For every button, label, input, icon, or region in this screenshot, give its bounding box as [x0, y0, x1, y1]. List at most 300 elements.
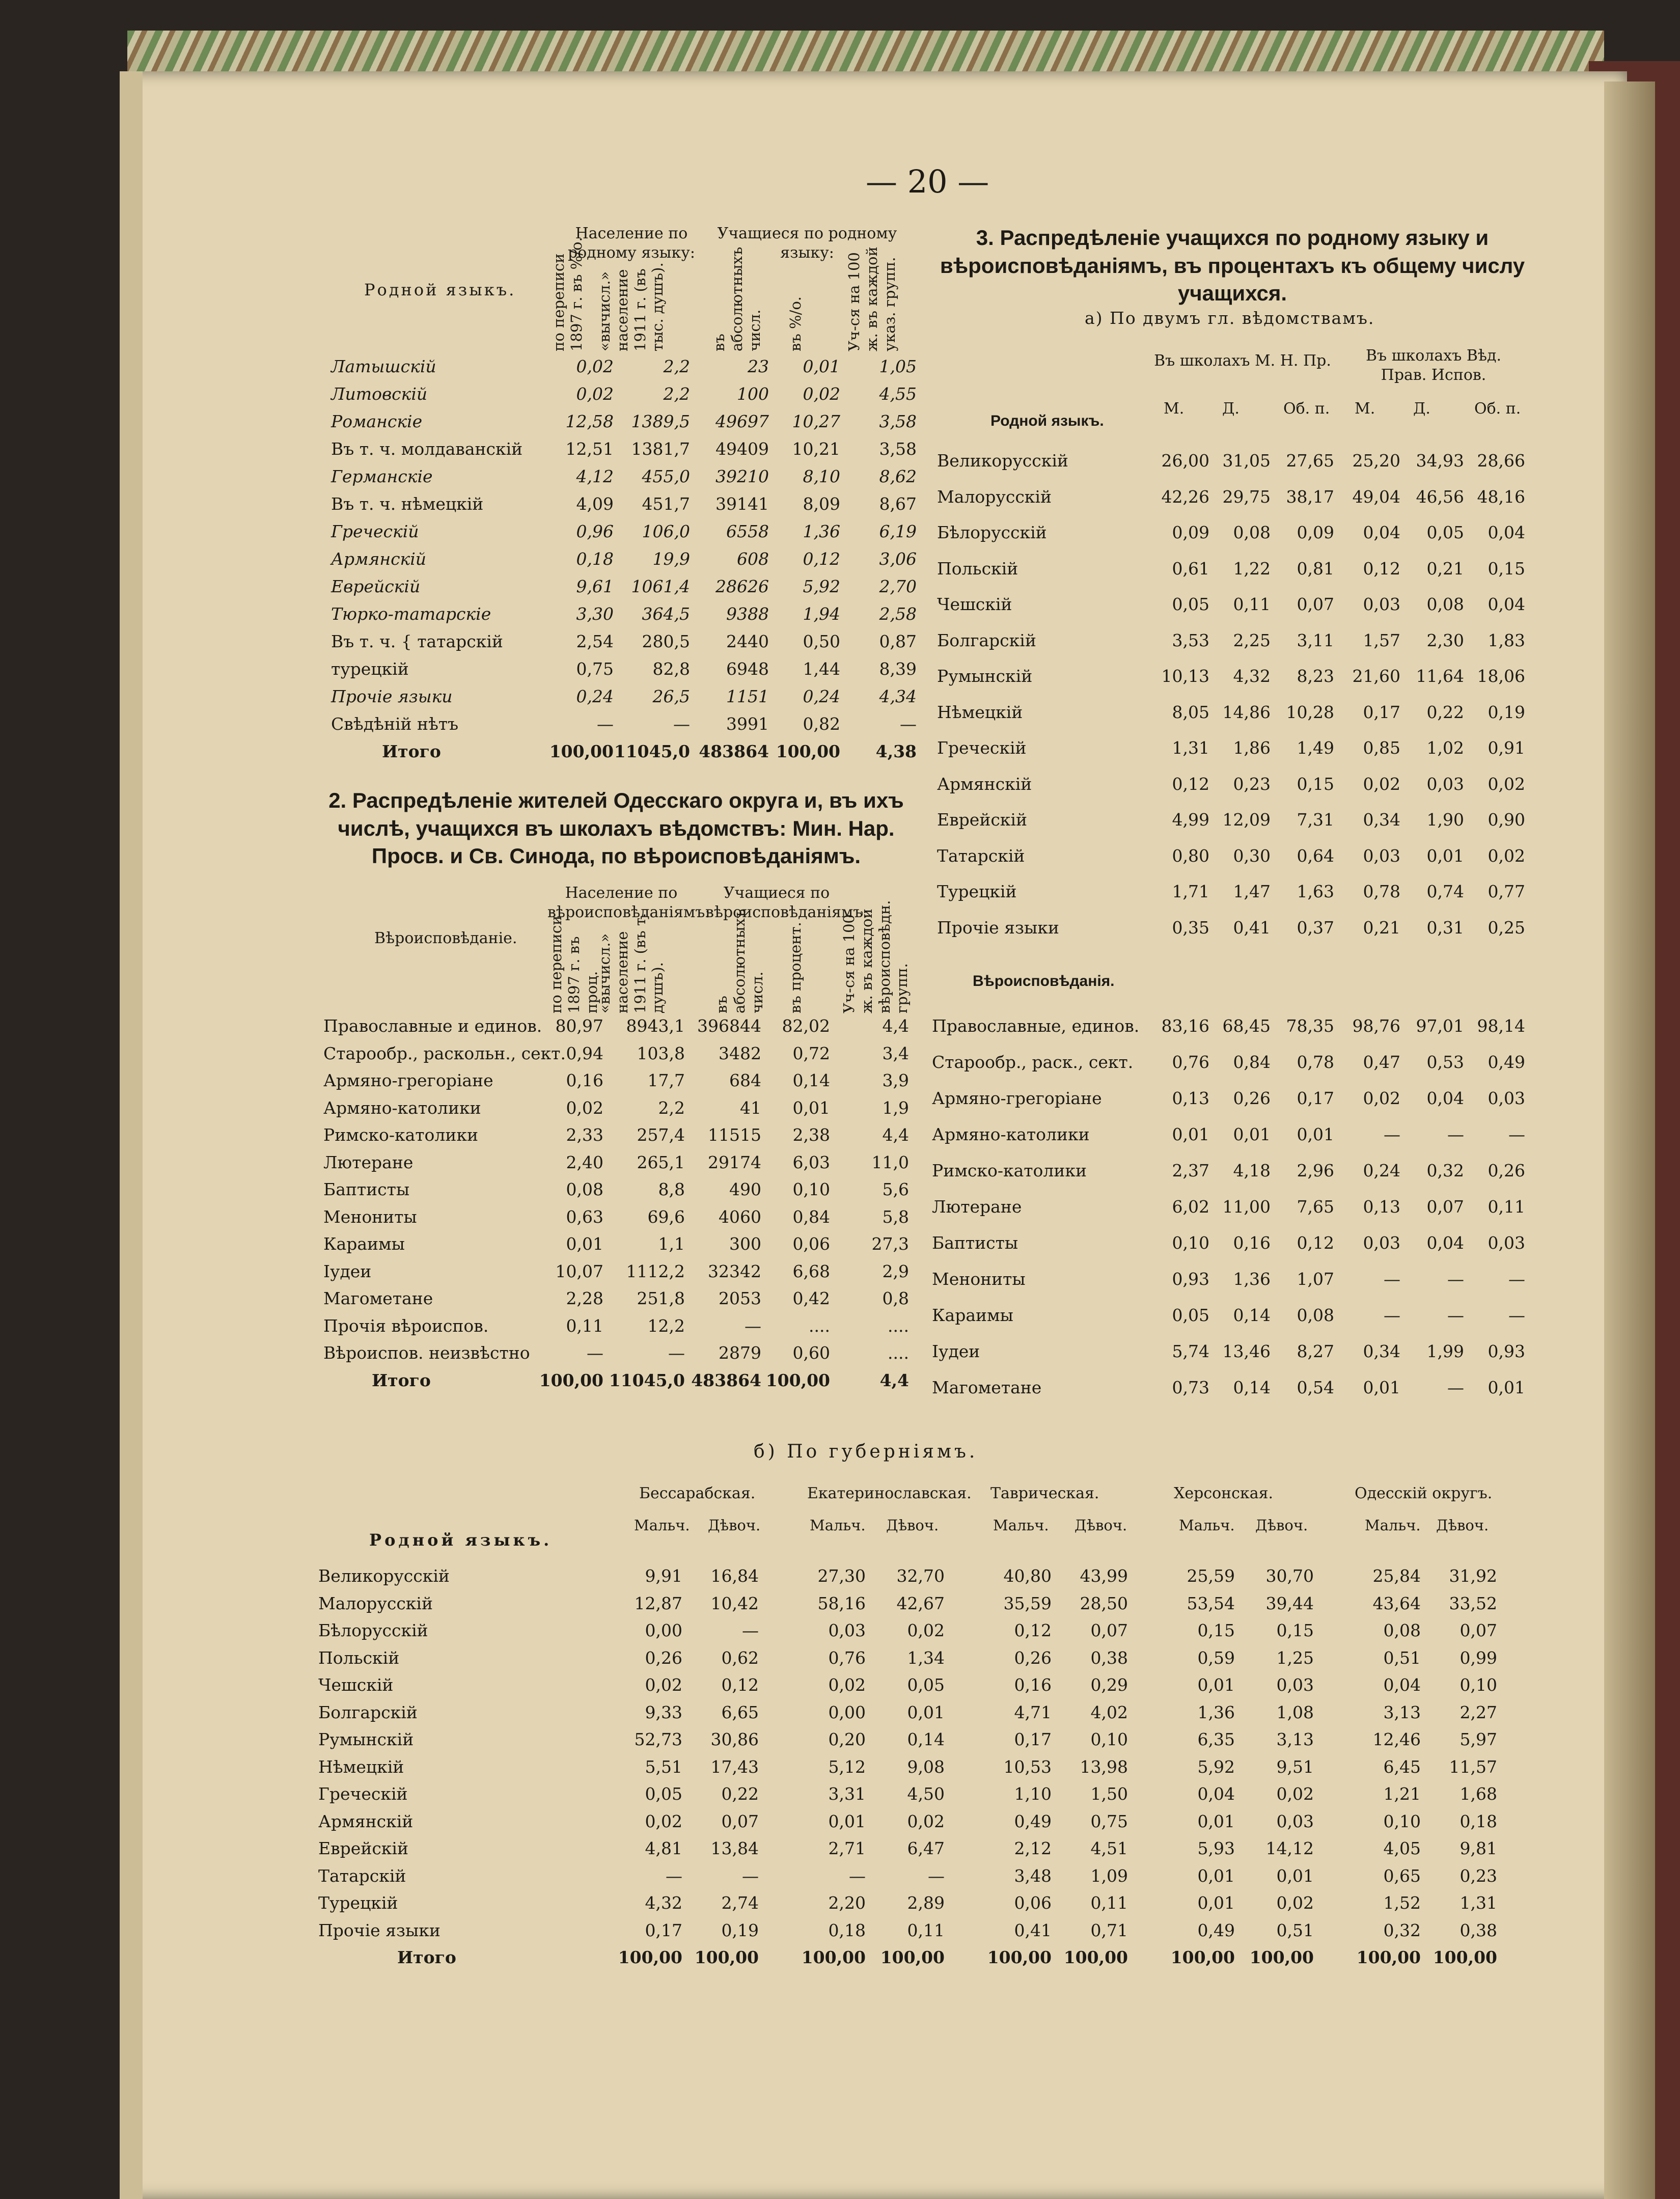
t4-col-head: Дѣвоч.: [708, 1517, 761, 1534]
t1-row-cell: 3991: [726, 714, 769, 734]
t4-row-label: Нѣмецкій: [318, 1756, 404, 1777]
t3-lang-row-label: Еврейскій: [937, 810, 1027, 830]
t3-subtitle: а) По двумъ гл. вѣдомствамъ.: [1085, 308, 1375, 328]
t4-row-cell: 0,01: [1197, 1865, 1235, 1886]
t3-rel-row-cell: 98,14: [1477, 1016, 1525, 1036]
t1-row: [331, 574, 917, 599]
t4-row: [318, 1863, 1497, 1889]
t2-row: [323, 1122, 909, 1148]
t1-row-header: Родной языкъ.: [364, 280, 516, 299]
t3-rel-row-cell: 0,01: [1488, 1378, 1525, 1397]
t3-rel-row: [932, 1013, 1525, 1039]
t4-row-cell: 0,07: [1090, 1620, 1128, 1640]
t2-row-cell: 8943,1: [626, 1016, 685, 1036]
t2-row-cell: 80,97: [555, 1016, 603, 1036]
t3-rel-row-cell: 0,01: [1297, 1124, 1334, 1144]
t1-row-cell: —: [673, 714, 690, 734]
t3-rel-row-cell: 7,65: [1297, 1197, 1334, 1217]
t2-row-label: Армяно-католики: [323, 1097, 481, 1118]
t2-row: [323, 1204, 909, 1230]
t3-rel-row-cell: —: [1508, 1269, 1525, 1289]
t2-row-cell: 1112,2: [626, 1261, 685, 1281]
t4-row-cell: 0,22: [721, 1784, 759, 1804]
t3-lang-row-cell: 0,01: [1426, 845, 1464, 866]
t2-group-pupils: Учащиеся по вѣроисповѣданіямъ:: [705, 884, 868, 921]
t3-lang-row-cell: 34,93: [1416, 451, 1464, 471]
t2-row-label: Римско-католики: [323, 1125, 478, 1145]
t4-row-cell: 0,12: [1014, 1620, 1052, 1640]
t2-row-cell: 2,9: [882, 1261, 909, 1281]
t3-rel-row-cell: 0,08: [1297, 1305, 1334, 1325]
t4-row-cell: 25,84: [1372, 1566, 1421, 1586]
t2-row-cell: 5,8: [882, 1206, 909, 1227]
page-gutter: [1604, 81, 1655, 2199]
t3-rel-row-cell: 0,01: [1363, 1378, 1400, 1397]
t4-row-cell: 6,65: [721, 1702, 759, 1722]
t2-row-cell: 4,4: [882, 1016, 909, 1036]
t4-row-cell: 0,07: [721, 1811, 759, 1831]
t3-rel-row-cell: 0,14: [1233, 1378, 1271, 1397]
t3-lang-row-label: Болгарскій: [937, 630, 1036, 650]
t4-row-cell: 2,20: [828, 1893, 866, 1913]
t3-lang-row-cell: 49,04: [1352, 486, 1400, 507]
t1-row-cell: 2,58: [879, 604, 917, 624]
t3-lang-row-cell: 28,66: [1477, 451, 1525, 471]
t4-row-cell: 4,05: [1383, 1838, 1421, 1858]
t4-row-cell: —: [928, 1865, 945, 1886]
t1-row-cell: 4,34: [879, 686, 917, 706]
t4-row-cell: 100,00: [1170, 1947, 1235, 1967]
t4-row: [318, 1672, 1497, 1698]
t1-row-cell: 39210: [715, 466, 769, 486]
t3-lang-row-cell: 2,30: [1426, 630, 1464, 650]
t2-row-cell: ....: [888, 1315, 909, 1336]
t4-row-cell: 0,49: [1197, 1920, 1235, 1940]
t4-row: [318, 1754, 1497, 1780]
t4-row-cell: 100,00: [1356, 1947, 1421, 1967]
t3-lang-row-cell: 0,77: [1488, 882, 1525, 901]
t3-lang-row-cell: 1,49: [1297, 738, 1334, 758]
t1-row-cell: 11045,0: [614, 741, 690, 761]
t3-lang-row: [937, 879, 1525, 904]
t1-row-label: Тюрко-татарскіе: [331, 604, 491, 624]
t3-rel-row-cell: —: [1384, 1124, 1400, 1144]
t4-row-cell: 1,31: [1459, 1893, 1497, 1913]
t4-row-cell: 5,97: [1459, 1729, 1497, 1749]
t2-row: [323, 1068, 909, 1093]
t3-col-head: М.: [1164, 400, 1185, 418]
t3-lang-row-cell: 0,11: [1233, 594, 1271, 614]
t3-col-head: М.: [1355, 400, 1375, 418]
t4-col-head: Мальч.: [1365, 1517, 1421, 1534]
t4-row: [318, 1809, 1497, 1834]
t3-rel-row-cell: 0,05: [1172, 1305, 1209, 1325]
t3-rel-row-cell: 0,49: [1488, 1052, 1525, 1072]
t4-row-cell: 25,59: [1187, 1566, 1235, 1586]
t1-row-cell: 364,5: [642, 604, 690, 624]
t3-rel-row-cell: —: [1447, 1124, 1464, 1144]
t2-row-cell: 0,72: [792, 1043, 830, 1063]
t4-row-cell: 1,21: [1383, 1784, 1421, 1804]
t4-row-cell: 40,80: [1003, 1566, 1052, 1586]
t4-row-cell: 0,01: [828, 1811, 866, 1831]
t4-row-cell: 4,71: [1014, 1702, 1052, 1722]
t4-row-label: Чешскій: [318, 1675, 394, 1695]
t1-row-label: Прочіе языки: [331, 686, 453, 706]
t4-row-cell: 0,18: [1459, 1811, 1497, 1831]
t3-rel-row-cell: 0,04: [1426, 1233, 1464, 1253]
t1-row-cell: 8,62: [879, 466, 917, 486]
t3-lang-row-cell: 10,28: [1286, 702, 1334, 722]
t4-row-cell: 0,06: [1014, 1893, 1052, 1913]
t4-group-head: Херсонская.: [1174, 1485, 1274, 1502]
t4-col-head: Мальч.: [993, 1517, 1049, 1534]
t1-row-cell: 3,30: [576, 604, 614, 624]
t2-row-cell: 0,14: [792, 1070, 830, 1090]
t2-row-cell: 0,02: [566, 1097, 603, 1118]
t2-row: [323, 1313, 909, 1339]
t4-row-cell: 0,00: [645, 1620, 682, 1640]
t4-row-cell: 4,81: [645, 1838, 682, 1858]
t4-row-header: Родной языкъ.: [369, 1530, 553, 1550]
t3-rel-row-cell: 0,03: [1488, 1088, 1525, 1108]
t4-row-cell: 100,00: [1249, 1947, 1314, 1967]
t1-row-cell: 0,82: [803, 714, 840, 734]
t4-row-cell: 0,12: [721, 1675, 759, 1695]
t1-row-cell: 4,38: [875, 741, 917, 761]
t3-lang-row: [937, 843, 1525, 869]
t3-lang-row-cell: 1,63: [1297, 882, 1334, 901]
t4-row-label: Польскій: [318, 1647, 400, 1668]
t4-row-cell: 0,18: [828, 1920, 866, 1940]
t3-rel-row-cell: 0,17: [1297, 1088, 1334, 1108]
t4-row-cell: 13,84: [710, 1838, 759, 1858]
t1-row: [331, 381, 917, 407]
t3-lang-row-cell: 0,80: [1172, 845, 1209, 866]
t1-row-cell: 4,55: [879, 384, 917, 404]
t2-row-cell: 483864: [691, 1370, 761, 1390]
t3-lang-row-cell: 18,06: [1477, 666, 1525, 686]
t1-row-cell: 2,2: [663, 356, 690, 376]
t1-row-label: Въ т. ч. молдаванскій: [331, 439, 523, 459]
t3-rel-row-cell: 2,37: [1172, 1161, 1209, 1180]
t4-row-cell: 5,93: [1197, 1838, 1235, 1858]
t4-row-cell: 17,43: [710, 1756, 759, 1777]
t3-lang-row-label: Армянскій: [937, 774, 1032, 794]
t1-row-cell: —: [597, 714, 614, 734]
t2-row-cell: 3482: [719, 1043, 761, 1063]
t4-row: [318, 1890, 1497, 1916]
t3-lang-row: [937, 448, 1525, 474]
t1-row-cell: 1389,5: [631, 411, 690, 431]
t3-rel-row-label: Баптисты: [932, 1233, 1018, 1253]
t3-lang-row-label: Турецкій: [937, 882, 1017, 901]
t3-lang-row-cell: 1,02: [1426, 738, 1464, 758]
t3-lang-row-cell: 0,21: [1426, 558, 1464, 579]
t4-row-label: Великорусскій: [318, 1566, 450, 1586]
t4-row: [318, 1836, 1497, 1861]
t1-row-cell: 483864: [699, 741, 769, 761]
t4-row-cell: 100,00: [1063, 1947, 1128, 1967]
t3-lang-row-cell: 8,05: [1172, 702, 1209, 722]
t1-row-label: Литовскій: [331, 384, 428, 404]
t4-row-cell: 2,89: [907, 1893, 945, 1913]
t2-row-cell: 2,33: [566, 1125, 603, 1145]
t2-row-cell: 1,1: [658, 1234, 685, 1254]
t2-row-cell: 0,60: [792, 1343, 830, 1363]
t2-col-head: «вычисл.» население 1911 г. (въ т. душъ).: [596, 913, 667, 1013]
t1-row-cell: 0,87: [879, 631, 917, 651]
t2-row-label: Православные и единов.: [323, 1016, 542, 1036]
t1-row: [331, 656, 917, 682]
t2-row-cell: 69,6: [647, 1206, 685, 1227]
t1-row-cell: 3,06: [879, 549, 917, 569]
t2-row: [323, 1231, 909, 1257]
t3-lang-row-cell: 0,41: [1233, 917, 1271, 938]
t4-row: [318, 1945, 1497, 1970]
t1-col-head: «вычисл.» население 1911 г. (въ тыс. душъ).: [596, 262, 667, 351]
t1-row-cell: 10,27: [792, 411, 840, 431]
t4-row-cell: 0,03: [1276, 1675, 1314, 1695]
t1-row-cell: 6558: [726, 521, 769, 541]
t2-row-cell: 2,2: [658, 1097, 685, 1118]
t3-rel-row-label: Караимы: [932, 1305, 1013, 1325]
t4-row-cell: 14,12: [1265, 1838, 1314, 1858]
t1-row-cell: 8,09: [803, 494, 840, 514]
t2-row-cell: 11515: [708, 1125, 761, 1145]
t1-row: [331, 629, 917, 654]
t4-row-cell: 100,00: [801, 1947, 866, 1967]
t1-row-cell: 10,21: [792, 439, 840, 459]
t4-row-cell: 33,52: [1449, 1593, 1497, 1613]
t3-rel-row-cell: 1,36: [1233, 1269, 1271, 1289]
t3-lang-row-cell: 0,12: [1172, 774, 1209, 794]
t3-lang-row-cell: 46,56: [1416, 486, 1464, 507]
t2-row-cell: 0,8: [882, 1288, 909, 1308]
t3-lang-row-cell: 0,74: [1426, 882, 1464, 901]
t4-row-cell: 3,13: [1383, 1702, 1421, 1722]
t4-row-cell: 30,86: [710, 1729, 759, 1749]
t3-rel-row: [932, 1194, 1525, 1220]
t1-row-cell: 2,70: [879, 576, 917, 596]
t3-lang-row-cell: 0,90: [1488, 810, 1525, 830]
t3-rel-row-cell: 5,74: [1172, 1341, 1209, 1361]
t3-rel-row-label: Римско-католики: [932, 1161, 1087, 1180]
t3-rel-row-cell: 97,01: [1416, 1016, 1464, 1036]
t3-lang-row-cell: 1,83: [1488, 630, 1525, 650]
t1-row-cell: 455,0: [642, 466, 690, 486]
t2-row-cell: 2879: [719, 1343, 761, 1363]
t3-lang-row-cell: 0,04: [1488, 594, 1525, 614]
t4-row-cell: 0,17: [645, 1920, 682, 1940]
t4-row-cell: 0,02: [1276, 1784, 1314, 1804]
t3-rel-row-cell: —: [1384, 1305, 1400, 1325]
t3-lang-row-cell: 0,09: [1172, 523, 1209, 542]
t3-lang-row-cell: 42,26: [1161, 486, 1209, 507]
t1-row-cell: 3,58: [879, 439, 917, 459]
t4-col-head: Дѣвоч.: [886, 1517, 939, 1534]
t2-row-cell: —: [745, 1315, 761, 1336]
t1-row-cell: 9388: [726, 604, 769, 624]
t2-row: [323, 1041, 909, 1066]
t4-row-cell: 0,03: [1276, 1811, 1314, 1831]
t3-lang-row-cell: 2,25: [1233, 630, 1271, 650]
t3-lang-row-label: Греческій: [937, 738, 1027, 758]
t2-row-cell: 103,8: [637, 1043, 685, 1063]
t4-row-cell: 0,11: [1090, 1893, 1128, 1913]
t4-row-cell: 6,35: [1197, 1729, 1235, 1749]
t4-row-cell: 100,00: [694, 1947, 759, 1967]
t4-row: [318, 1781, 1497, 1807]
t2-row-cell: 11,0: [871, 1152, 909, 1172]
t3-rel-row-cell: 13,46: [1222, 1341, 1271, 1361]
t4-row-cell: 0,15: [1276, 1620, 1314, 1640]
t1-row-cell: 0,12: [803, 549, 840, 569]
t4-row-label: Татарскій: [318, 1865, 406, 1886]
t3-lang-row-cell: 0,21: [1363, 917, 1400, 938]
t2-group-pop: Население по вѣроисповѣданіямъ:: [547, 884, 710, 921]
t3-lang-row-label: Малорусскій: [937, 486, 1052, 507]
t4-row-cell: —: [849, 1865, 866, 1886]
t3-lang-row-cell: 48,16: [1477, 486, 1525, 507]
t4-row-cell: 43,64: [1372, 1593, 1421, 1613]
t1-row-cell: 82,8: [652, 659, 690, 679]
t4-row-label: Армянскій: [318, 1811, 414, 1831]
t1-row-cell: 8,67: [879, 494, 917, 514]
t4-row-cell: 0,59: [1197, 1647, 1235, 1668]
t3-lang-row: [937, 556, 1525, 582]
t3-lang-row-cell: 1,47: [1233, 882, 1271, 901]
t4-row-cell: 30,70: [1265, 1566, 1314, 1586]
t3-rel-row: [932, 1122, 1525, 1147]
t1-row-cell: 28626: [715, 576, 769, 596]
t4-row-cell: 0,51: [1276, 1920, 1314, 1940]
t2-row-cell: 4060: [719, 1206, 761, 1227]
t3-rel-row-cell: 0,78: [1297, 1052, 1334, 1072]
t2-row-cell: 0,01: [566, 1234, 603, 1254]
t1-row-cell: 5,92: [803, 576, 840, 596]
t4-row-cell: 1,50: [1090, 1784, 1128, 1804]
t1-row-cell: 6948: [726, 659, 769, 679]
t3-rel-row-label: Іудеи: [932, 1341, 980, 1361]
t4-row-cell: 58,16: [817, 1593, 866, 1613]
t2-row-cell: 12,2: [647, 1315, 685, 1336]
t2-row: [323, 1259, 909, 1284]
t3-lang-row-cell: 0,85: [1363, 738, 1400, 758]
t2-row-cell: 684: [729, 1070, 761, 1090]
t2-row-cell: 8,8: [658, 1179, 685, 1199]
t4-row: [318, 1618, 1497, 1643]
t4-row-cell: 0,38: [1459, 1920, 1497, 1940]
t3-rel-row-cell: 98,76: [1352, 1016, 1400, 1036]
t2-row: [323, 1095, 909, 1121]
t4-row-cell: 2,71: [828, 1838, 866, 1858]
t3-rel-row: [932, 1375, 1525, 1400]
t3-rel-row-cell: 0,13: [1363, 1197, 1400, 1217]
t3-rel-row-cell: 0,01: [1233, 1124, 1271, 1144]
t3-lang-row-cell: 0,04: [1363, 523, 1400, 542]
t3-lang-row: [937, 915, 1525, 941]
t1-row: [331, 546, 917, 572]
t2-row-label: Лютеране: [323, 1152, 414, 1172]
t4-row-cell: 0,10: [1383, 1811, 1421, 1831]
t3-lang-row-cell: 12,09: [1222, 810, 1271, 830]
t4-row-cell: 0,20: [828, 1729, 866, 1749]
t3-lang-row-label: Чешскій: [937, 594, 1012, 614]
t4-row-cell: 0,38: [1090, 1647, 1128, 1668]
t4-row-cell: 0,00: [828, 1702, 866, 1722]
t2-row-cell: 0,10: [792, 1179, 830, 1199]
t4-row-cell: 5,51: [645, 1756, 682, 1777]
t2-col-head: Уч-ся на 100 ж. въ каждой вѣроисповѣдн. групп.: [840, 900, 911, 1013]
t2-title: 2. Распредѣленіе жителей Одесскаго округа и, въ ихъ числѣ, учащихся въ школахъ вѣдомствъ: Мин. Нар. Просв. и Св. Синода, по вѣроисповѣданіямъ.: [328, 788, 904, 868]
t4-col-head: Мальч.: [634, 1517, 690, 1534]
t2-row-cell: 17,7: [647, 1070, 685, 1090]
t4-row-cell: 0,49: [1014, 1811, 1052, 1831]
t3-rel-row-cell: 0,11: [1488, 1197, 1525, 1217]
t2-row-cell: 5,6: [882, 1179, 909, 1199]
t4-row-cell: 4,02: [1090, 1702, 1128, 1722]
t2-row: [323, 1286, 909, 1311]
t3-col-head: Д.: [1222, 400, 1240, 418]
t1-row: [331, 354, 917, 379]
t3-rel-row-cell: 0,53: [1426, 1052, 1464, 1072]
t2-row-cell: 0,11: [566, 1315, 603, 1336]
t3-lang-row-label: Великорусскій: [937, 451, 1068, 471]
t4-row: [318, 1645, 1497, 1671]
t4-row-cell: 4,32: [645, 1893, 682, 1913]
t3-rel-row-cell: 68,45: [1222, 1016, 1271, 1036]
t3-rel-row-cell: 8,27: [1297, 1341, 1334, 1361]
t2-row-cell: 2053: [719, 1288, 761, 1308]
t4-row-cell: 53,54: [1187, 1593, 1235, 1613]
t1-row-label: Въ т. ч. { татарскій: [331, 631, 503, 651]
t3-rel-row-cell: 0,13: [1172, 1088, 1209, 1108]
t3-rel-row-cell: 0,34: [1363, 1341, 1400, 1361]
t4-row-cell: 12,46: [1372, 1729, 1421, 1749]
t3-rel-row-label: Лютеране: [932, 1197, 1022, 1217]
t3-lang-row-cell: 11,64: [1416, 666, 1464, 686]
t4-row-cell: 3,13: [1276, 1729, 1314, 1749]
t1-row-cell: 451,7: [642, 494, 690, 514]
t3-lang-row-cell: 27,65: [1286, 451, 1334, 471]
t3-lang-row-cell: 0,12: [1363, 558, 1400, 579]
t3-lang-row-cell: 3,11: [1297, 630, 1334, 650]
t3-rel-row-cell: —: [1447, 1269, 1464, 1289]
t4-row-cell: 0,62: [721, 1647, 759, 1668]
t4-row-cell: 32,70: [896, 1566, 945, 1586]
t2-row-label: Магометане: [323, 1288, 433, 1308]
t1-row-cell: 12,58: [565, 411, 614, 431]
t2-row-cell: 0,42: [792, 1288, 830, 1308]
t2-row-label: Итого: [372, 1370, 431, 1390]
t4-row-cell: 1,09: [1090, 1865, 1128, 1886]
t3-lang-row-label: Прочіе языки: [937, 917, 1059, 938]
t3-rel-header: Вѣроисповѣданія.: [973, 973, 1115, 989]
t4-row-cell: 42,67: [896, 1593, 945, 1613]
t3-lang-row-cell: 0,61: [1172, 558, 1209, 579]
t4-row-cell: 3,48: [1014, 1865, 1052, 1886]
t1-row-cell: 39141: [715, 494, 769, 514]
t2-row-cell: 100,00: [765, 1370, 830, 1390]
t3-lang-row-cell: 4,99: [1172, 810, 1209, 830]
t4-col-head: Мальч.: [810, 1517, 866, 1534]
t3-group-vpi: Въ школахъ Вѣд. Прав. Испов.: [1365, 347, 1501, 384]
t1-row-cell: 0,18: [576, 549, 614, 569]
t3-lang-row: [937, 628, 1525, 653]
t4-row-cell: 0,02: [828, 1675, 866, 1695]
t1-row-cell: 26,5: [652, 686, 690, 706]
